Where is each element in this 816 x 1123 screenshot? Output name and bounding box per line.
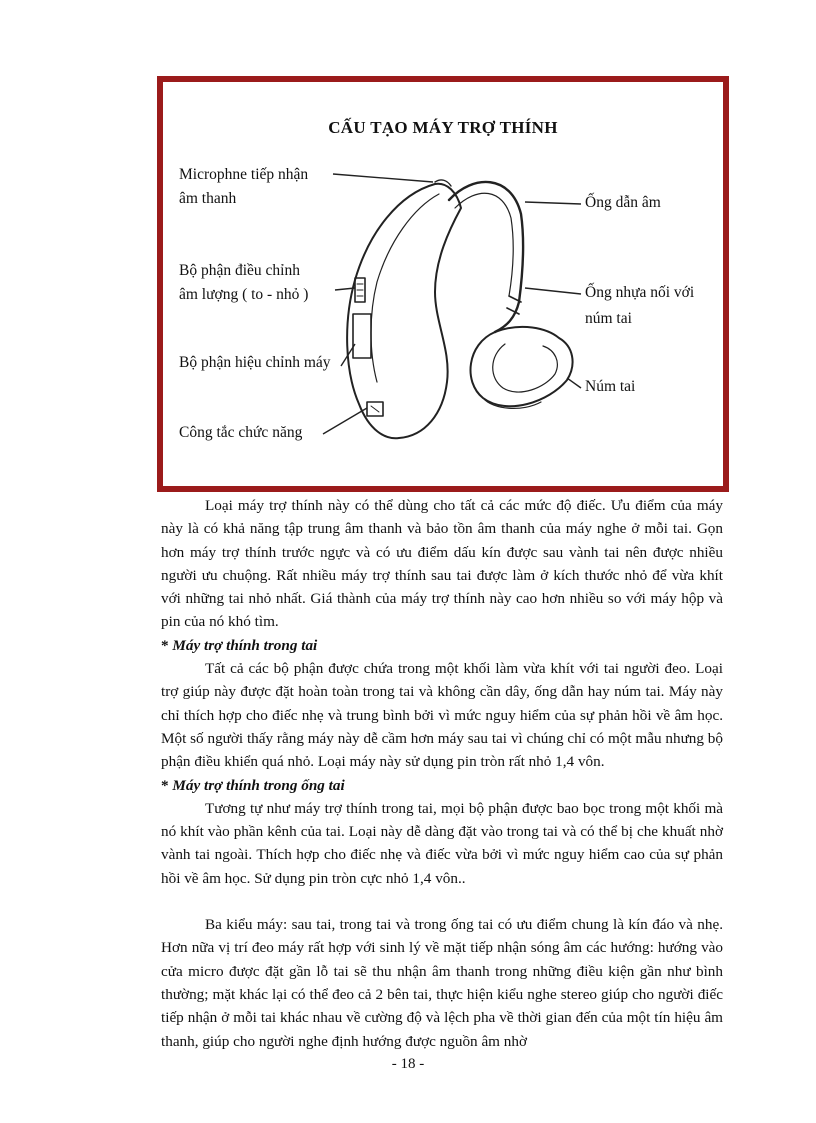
page-number: - 18 - — [391, 1056, 425, 1072]
label-switch: Công tắc chức năng — [179, 424, 303, 441]
heading-in-canal-text: Máy trợ thính trong ống tai — [172, 776, 345, 794]
heading-in-canal — [161, 774, 723, 797]
label-sound-tube: Ống dẫn âm — [585, 194, 661, 211]
label-microphone-line2: âm thanh — [179, 190, 237, 207]
heading-in-ear — [161, 634, 723, 657]
label-volume-line1: Bộ phận điều chỉnh — [179, 262, 300, 279]
body-text — [161, 494, 723, 1053]
heading-in-canal-star: * — [161, 776, 173, 794]
leader-sound-tube — [525, 202, 581, 204]
paragraph-gap — [161, 890, 723, 913]
paragraph-in-ear: Tất cả các bộ phận được chứa trong một khối làm vừa khít với tai người đeo. Loại trợ giúp này được đặt hoàn toàn trong tai và không cần dây, ống dẫn hay núm tai. Máy này chỉ thích hợp cho điếc nhẹ và trung bình bởi vì mức nguy hiểm của sự phản hồi về âm học. Một số người thấy rằng máy này dễ cầm hơn máy sau tai vì chúng chỉ có một mẫu nhưng bộ phận điều khiển quá nhỏ. Loại máy này sử dụng pin tròn rất nhỏ 1,4 vôn. — [161, 660, 723, 771]
heading-in-ear-star: * — [161, 636, 173, 654]
label-tuner: Bộ phận hiệu chỉnh máy — [179, 354, 331, 371]
leader-switch — [323, 408, 367, 434]
paragraph-summary: Ba kiểu máy: sau tai, trong tai và trong ống tai có ưu điểm chung là kín đáo và nhẹ. Hơn nữa vị trí đeo máy rất hợp với sinh lý về mặt tiếp nhận sóng âm các hướng: hướng vào cửa micro được đặt gần lỗ tai sẽ thu nhận âm thanh trong những điều kiện gần như bình thường; mặt khác lại có thể đeo cả 2 bên tai, thực hiện kiểu nghe stereo giúp cho người điếc tiếp nhận ở mỗi tai khác nhau về cường độ và lệch pha về thời gian đến của một tín hiệu âm thanh, giúp cho người nghe định hướng được nguồn âm nhờ — [161, 916, 723, 1050]
label-plastic-tube-line2: núm tai — [585, 310, 632, 327]
label-earmold: Núm tai — [585, 378, 636, 395]
paragraph-in-canal: Tương tự như máy trợ thính trong tai, mọi bộ phận được bao bọc trong một khối mà nó khít vào phần kênh của tai. Loại này dễ dàng đặt vào trong tai và có thể bị che khuất nhờ vành tai ngoài. Thích hợp cho điếc nhẹ và điếc vừa bởi vì mức nguy hiểm cao của sự phản hồi về âm học. Sử dụng pin tròn cực nhỏ 1,4 vôn.. — [161, 799, 723, 887]
tuner-panel-drawing — [353, 314, 371, 358]
heading-in-ear-text: Máy trợ thính trong tai — [172, 636, 318, 654]
leader-plastic-tube — [525, 288, 581, 294]
hearing-aid-figure — [157, 76, 729, 492]
paragraph-behind-ear: Loại máy trợ thính này có thể dùng cho tất cả các mức độ điếc. Ưu điểm của máy này là có khả năng tập trung âm thanh và bảo tồn âm thanh của máy nghe ở mỗi tai. Gọn hơn máy trợ thính trước ngực và có ưu điểm dấu kín được sau vành tai nên được nhiều người ưu chuộng. Rất nhiều máy trợ thính sau tai được làm ở kích thước nhỏ để vừa khít với những tai nhỏ nhất. Giá thành của máy trợ thính này cao hơn nhiều so với máy hộp và pin của nó khó tìm. — [161, 497, 723, 631]
hearing-aid-body — [347, 184, 461, 439]
label-volume-line2: âm lượng ( to - nhỏ ) — [179, 286, 309, 303]
label-plastic-tube-line1: Ống nhựa nối với — [585, 284, 695, 301]
leader-microphone — [333, 174, 433, 182]
leader-earmold — [567, 378, 581, 388]
figure-title: CẤU TẠO MÁY TRỢ THÍNH — [328, 118, 558, 137]
label-microphone-line1: Microphne tiếp nhận — [179, 166, 309, 183]
